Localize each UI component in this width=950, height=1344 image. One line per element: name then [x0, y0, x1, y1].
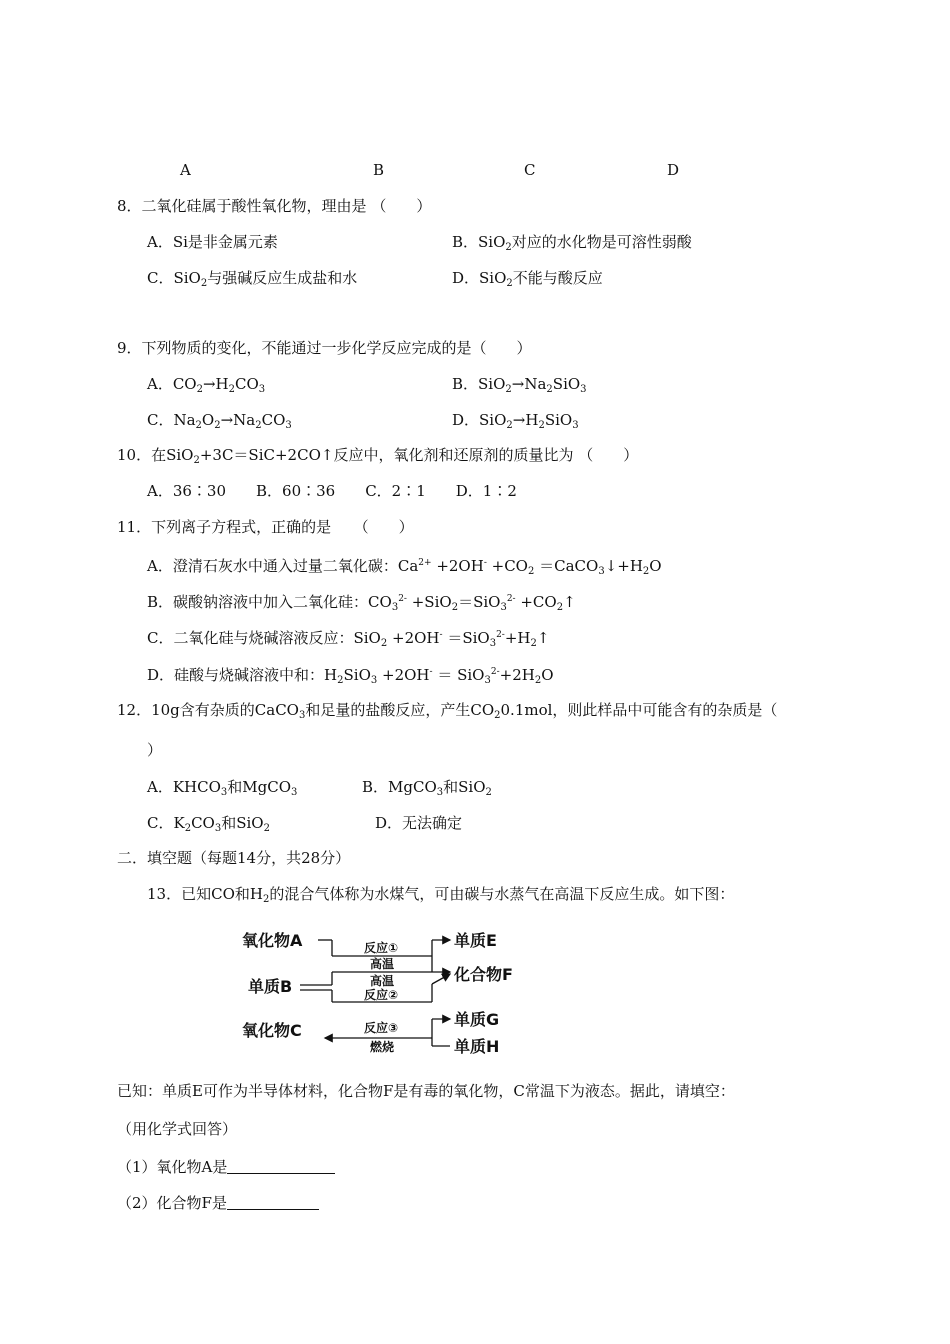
- option-label-b: B: [373, 161, 385, 179]
- answer-blank-1[interactable]: [227, 1157, 335, 1174]
- q13-part-1: （1）氧化物A是: [117, 1157, 335, 1177]
- q12-option-d: D．无法确定: [375, 814, 463, 832]
- option-label-d: D: [667, 161, 680, 179]
- option-label-c: C: [524, 161, 536, 179]
- element-e-label: 单质E: [454, 931, 497, 950]
- reaction-1-label: 反应①: [364, 941, 399, 955]
- q11-option-d: D．硅酸与烧碱溶液中和：$H_2SiO_3 +2OH^- = SiO_3^{2-}+2H_2O$: [147, 666, 554, 686]
- question-8-stem: 8．二氧化硅属于酸性氧化物，理由是 （ ）: [117, 197, 432, 215]
- q9-option-d: D．$SiO_2\to H_2SiO_3$: [452, 411, 579, 431]
- q9-option-c: C．$Na_2O_2\to Na_2CO_3$: [147, 411, 292, 431]
- q11-option-b: B．碳酸钠溶液中加入二氧化硅：$CO_3^{2-} +SiO_2=SiO_3^{2-}$ $+CO_2↑$: [147, 593, 576, 613]
- question-13-stem: 13．已知CO和$H_2$的混合气体称为水煤气，可由碳与水蒸气在高温下反应生成。如下图：: [147, 885, 735, 905]
- question-13-hint: （用化学式回答）: [117, 1120, 238, 1138]
- compound-f-label: 化合物F: [454, 965, 513, 984]
- reaction-2-label: 反应②: [364, 988, 399, 1002]
- reaction-diagram: [240, 924, 540, 1064]
- question-11-stem: 11．下列离子方程式，正确的是 （ ）: [117, 518, 414, 536]
- element-g-label: 单质G: [454, 1010, 500, 1029]
- q8-option-a: A．Si是非金属元素: [147, 233, 278, 251]
- q8-option-d: D．SiO$_2$不能与酸反应: [452, 269, 603, 289]
- answer-blank-2[interactable]: [227, 1193, 319, 1210]
- q13-part-2: （2）化合物F是: [117, 1193, 319, 1213]
- q12-option-b: B．MgCO$_3$和SiO$_2$: [362, 778, 492, 798]
- q9-option-a: A．$CO_2\to H_2CO_3$: [147, 375, 266, 395]
- q12-option-a: A．$KHCO_3$和MgCO$_3$: [147, 778, 298, 798]
- burn-label: 燃烧: [370, 1040, 395, 1054]
- q9-option-b: B．$SiO_2\to Na_2SiO_3$: [452, 375, 587, 395]
- element-h-label: 单质H: [454, 1037, 500, 1056]
- section-2-title: 二．填空题（每题14分，共28分）: [117, 849, 351, 867]
- element-b-label: 单质B: [248, 977, 293, 996]
- q11-option-a: A．澄清石灰水中通入过量二氧化碳：$Ca^{2+} +2OH^- +CO_2$ $=CaCO_3↓+H_2O$: [147, 557, 662, 577]
- q11-option-c: C．二氧化硅与烧碱溶液反应：$SiO_2 +2OH^- =SiO_3^{2-}+H_2↑$: [147, 629, 550, 649]
- oxide-c-label: 氧化物C: [242, 1021, 302, 1040]
- q10-options: A．36∶30 B．60∶36 C．2∶1 D．1∶2: [147, 482, 517, 500]
- q8-option-c: C．SiO$_2$与强碱反应生成盐和水: [147, 269, 358, 289]
- question-13-known: 已知：单质E可作为半导体材料，化合物F是有毒的氧化物，C常温下为液态。据此，请填空：: [117, 1082, 735, 1100]
- option-label-a: A: [180, 161, 191, 179]
- q8-option-b: B．SiO$_2$对应的水化物是可溶性弱酸: [452, 233, 692, 253]
- reaction-3-label: 反应③: [364, 1021, 399, 1035]
- question-12-stem: 12．10g含有杂质的CaCO$_3$和足量的盐酸反应，产生$CO_20.1mol$，则此样品中可能含有的杂质是（: [117, 701, 778, 721]
- question-10-stem: 10．在SiO$_2$+3C＝SiC+2CO↑反应中，氧化剂和还原剂的质量比为 （ ）: [117, 446, 639, 466]
- question-9-stem: 9．下列物质的变化，不能通过一步化学反应完成的是（ ）: [117, 339, 532, 357]
- question-12-close: ）: [147, 741, 163, 759]
- q12-option-c: C．$K_2CO_3$和SiO$_2$: [147, 814, 270, 834]
- high-temp-1-label: 高温: [370, 957, 395, 971]
- high-temp-2-label: 高温: [370, 974, 395, 988]
- oxide-a-label: 氧化物A: [242, 931, 303, 950]
